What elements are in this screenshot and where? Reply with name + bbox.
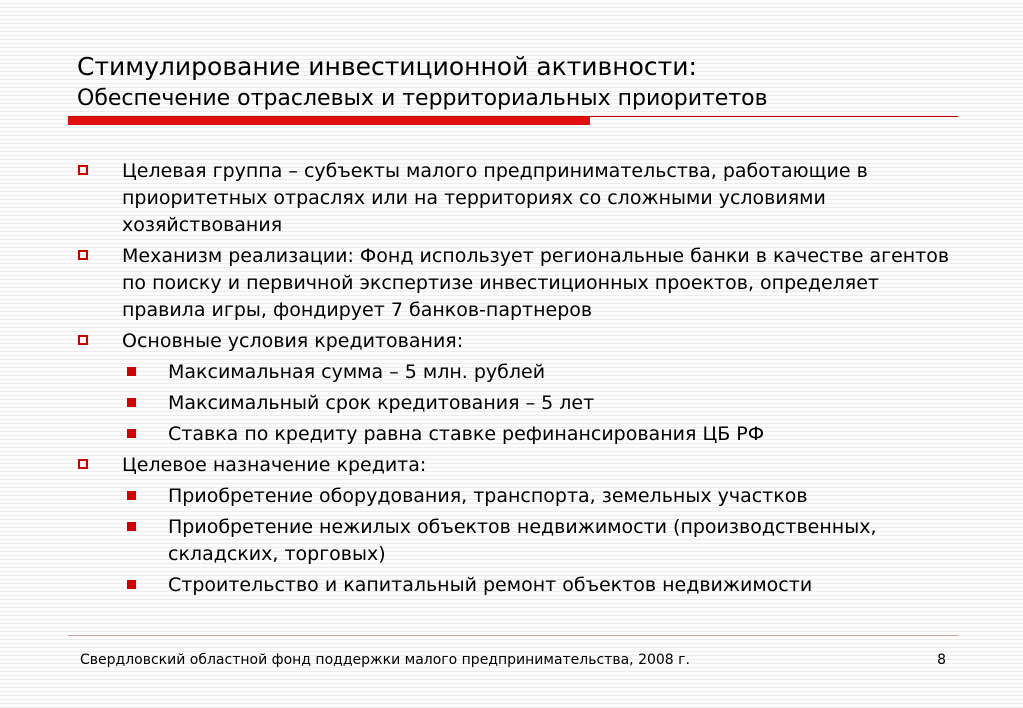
- filled-square-bullet-icon: [127, 367, 136, 376]
- sub-list-item: [76, 483, 956, 510]
- filled-square-bullet-icon: [127, 580, 136, 589]
- sub-list-item-text: Приобретение оборудования, транспорта, земельных участков: [168, 485, 808, 507]
- footer-text: Свердловский областной фонд поддержки малого предпринимательства, 2008 г.: [80, 652, 690, 668]
- slide-title: [77, 50, 957, 114]
- list-item-text: Механизм реализации: Фонд использует региональные банки в качестве агентов по поиску и первичной экспертизе инвестиционных проектов, определяет правила игры, фондирует 7 банков-партнеров: [122, 245, 950, 321]
- hollow-square-bullet-icon: [78, 335, 88, 345]
- sub-list-item-text: Строительство и капитальный ремонт объектов недвижимости: [168, 574, 813, 596]
- sub-list-item: [76, 421, 956, 448]
- sub-list-item: [76, 572, 956, 599]
- hollow-square-bullet-icon: [78, 250, 88, 260]
- filled-square-bullet-icon: [127, 522, 136, 531]
- sub-list-item: [76, 390, 956, 417]
- sub-list-item-text: Ставка по кредиту равна ставке рефинансирования ЦБ РФ: [168, 423, 765, 445]
- title-underline-accent-bar: [68, 117, 590, 125]
- filled-square-bullet-icon: [127, 491, 136, 500]
- footer-divider: [68, 635, 958, 636]
- filled-square-bullet-icon: [127, 429, 136, 438]
- sub-list-item: [76, 514, 956, 568]
- bullet-list: [76, 158, 956, 603]
- list-item-text: Целевое назначение кредита:: [122, 454, 427, 476]
- filled-square-bullet-icon: [127, 398, 136, 407]
- page-number: 8: [937, 652, 946, 668]
- hollow-square-bullet-icon: [78, 165, 88, 175]
- list-item-mechanism: [76, 243, 956, 324]
- hollow-square-bullet-icon: [78, 459, 88, 469]
- list-item-text: Целевая группа – субъекты малого предпринимательства, работающие в приоритетных отраслях или на территориях со сложными условиями хозяйствования: [122, 160, 868, 236]
- list-item-credit-conditions: [76, 328, 956, 355]
- sub-list-item-text: Максимальный срок кредитования – 5 лет: [168, 392, 595, 414]
- title-main: Стимулирование инвестиционной активности:: [77, 52, 697, 81]
- sub-list-item-text: Максимальная сумма – 5 млн. рублей: [168, 361, 546, 383]
- list-item-target-group: [76, 158, 956, 239]
- list-item-text: Основные условия кредитования:: [122, 330, 464, 352]
- title-subtitle: Обеспечение отраслевых и территориальных приоритетов: [77, 86, 768, 111]
- list-item-credit-purpose: [76, 452, 956, 479]
- sub-list-item-text: Приобретение нежилых объектов недвижимости (производственных, складских, торговых): [168, 516, 877, 565]
- sub-list-item: [76, 359, 956, 386]
